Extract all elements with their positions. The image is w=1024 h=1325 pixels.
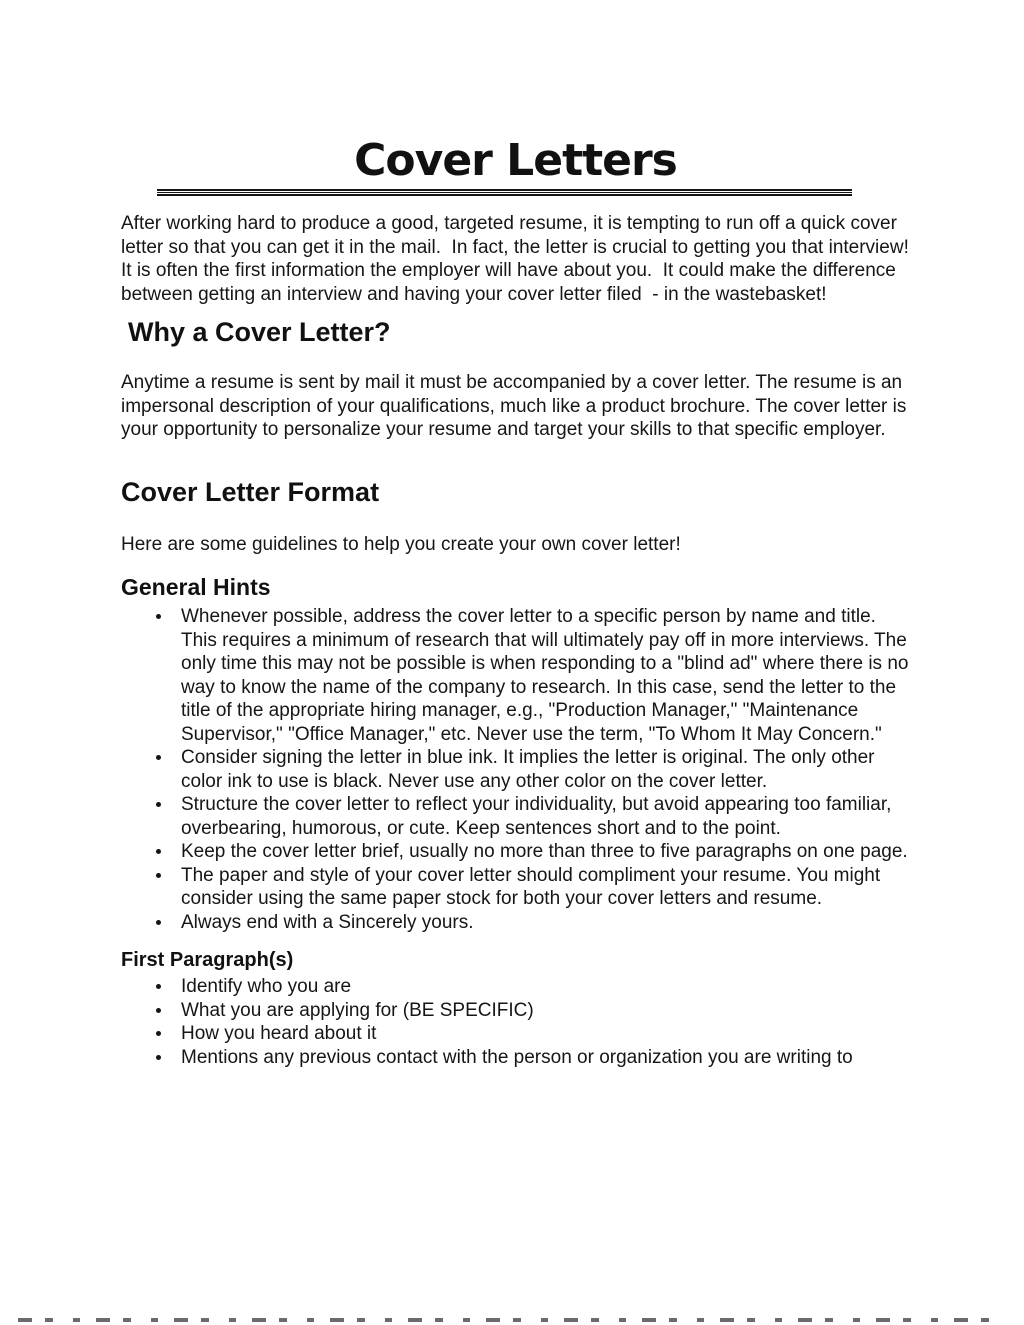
title-rule-line-bottom xyxy=(157,194,852,196)
page-title: Cover Letters xyxy=(354,135,677,186)
list-item: Structure the cover letter to reflect your individuality, but avoid appearing too familiar, overbearing, humorous, or cute. Keep sentences short and to the point. xyxy=(181,793,910,840)
title-rule-line-top xyxy=(157,189,852,191)
list-item: Always end with a Sincerely yours. xyxy=(181,911,910,935)
why-a-cover-letter-paragraph: Anytime a resume is sent by mail it must be accompanied by a cover letter. The resume is an impersonal description of your qualifications, much like a product brochure. The cover letter is your opportunity to personalize your resume and target your skills to that specific employer. xyxy=(121,372,912,440)
list-item: The paper and style of your cover letter should compliment your resume. You might consider using the same paper stock for both your cover letters and resume. xyxy=(181,864,910,911)
first-paragraphs-list xyxy=(121,975,910,1069)
title-rule xyxy=(157,189,852,196)
title-rule-line-middle xyxy=(157,192,852,193)
list-item: Keep the cover letter brief, usually no more than three to five paragraphs on one page. xyxy=(181,840,910,864)
list-item: How you heard about it xyxy=(181,1022,910,1046)
heading-general-hints: General Hints xyxy=(121,574,271,600)
list-item: Identify who you are xyxy=(181,975,910,999)
cover-letter-format-paragraph: Here are some guidelines to help you create your own cover letter! xyxy=(121,533,681,555)
intro-paragraph: After working hard to produce a good, targeted resume, it is tempting to run off a quick cover letter so that you can get it in the mail. In fact, the letter is crucial to getting you that interview! It is often the first information the employer will have about you. It could make the difference between getting an interview and having your cover letter filed - in the wastebasket! xyxy=(121,213,920,305)
cut-off-text-line xyxy=(18,1318,1006,1322)
list-item: Whenever possible, address the cover letter to a specific person by name and title. This requires a minimum of research that will ultimately pay off in more interviews. The only time this may not be possible is when responding to a "blind ad" where there is no way to know the name of the company to research. In this case, send the letter to the title of the appropriate hiring manager, e.g., "Production Manager," "Maintenance Supervisor," "Office Manager," etc. Never use the term, "To Whom It May Concern." xyxy=(181,606,914,745)
heading-why-a-cover-letter: Why a Cover Letter? xyxy=(128,317,391,347)
list-item: Mentions any previous contact with the person or organization you are writing to xyxy=(181,1046,910,1070)
list-item: What you are applying for (BE SPECIFIC) xyxy=(181,999,910,1023)
general-hints-list xyxy=(121,605,914,934)
document-page xyxy=(121,135,920,1069)
list-item: Consider signing the letter in blue ink. It implies the letter is original. The only other color ink to use is black. Never use any other color on the cover letter. xyxy=(181,746,910,793)
heading-cover-letter-format: Cover Letter Format xyxy=(121,476,380,507)
heading-first-paragraphs: First Paragraph(s) xyxy=(121,949,294,971)
